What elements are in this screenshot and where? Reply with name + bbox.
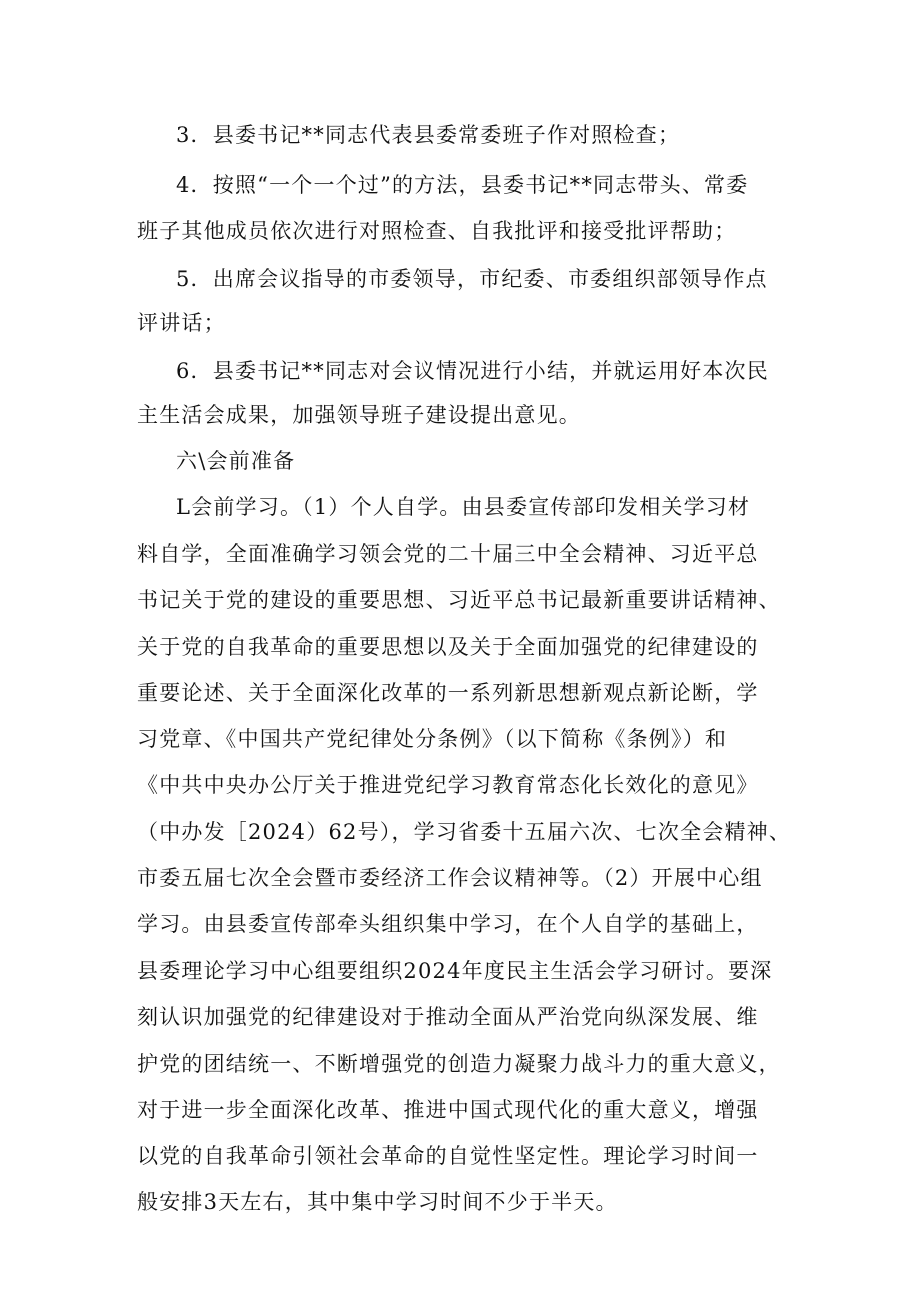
section-heading: 六\会前准备 bbox=[176, 449, 296, 473]
study-line-6: 习党章、《中国共产党纪律处分条例》（以下简称《条例》）和 bbox=[137, 727, 728, 751]
study-line-1: L会前学习。（1）个人自学。由县委宣传部印发相关学习材 bbox=[176, 495, 751, 519]
study-line-13: 护党的团结统一、不断增强党的创造力凝聚力战斗力的重大意义， bbox=[137, 1052, 781, 1076]
study-line-14: 对于进一步全面深化改革、推进中国式现代化的重大意义，增强 bbox=[137, 1098, 759, 1122]
study-line-16: 般安排3天左右，其中集中学习时间不少于半天。 bbox=[137, 1190, 618, 1214]
study-line-3: 书记关于党的建设的重要思想、习近平总书记最新重要讲话精神、 bbox=[137, 588, 781, 612]
study-line-11: 县委理论学习中心组要组织2024年度民主生活会学习研讨。要深 bbox=[137, 959, 773, 983]
item-6-line-2: 主生活会成果，加强领导班子建设提出意见。 bbox=[137, 403, 581, 427]
study-line-5: 重要论述、关于全面深化改革的一系列新思想新观点新论断，学 bbox=[137, 681, 759, 705]
item-3-line-1: 3．县委书记**同志代表县委常委班子作对照检查； bbox=[176, 123, 681, 147]
study-line-4: 关于党的自我革命的重要思想以及关于全面加强党的纪律建设的 bbox=[137, 635, 759, 659]
item-5-line-1: 5．出席会议指导的市委领导，市纪委、市委组织部领导作点 bbox=[176, 267, 768, 291]
study-line-7: 《中共中央办公厅关于推进党纪学习教育常态化长效化的意见》 bbox=[137, 773, 759, 797]
study-line-9: 市委五届七次全会暨市委经济工作会议精神等。（2）开展中心组 bbox=[137, 866, 763, 890]
study-line-15: 以党的自我革命引领社会革命的自觉性坚定性。理论学习时间一 bbox=[137, 1144, 759, 1168]
study-line-8: （中办发［2024）62号），学习省委十五届六次、七次全会精神、 bbox=[137, 820, 792, 844]
study-line-2: 料自学，全面准确学习领会党的二十届三中全会精神、习近平总 bbox=[137, 542, 759, 566]
item-6-line-1: 6．县委书记**同志对会议情况进行小结，并就运用好本次民 bbox=[176, 359, 769, 383]
item-4-line-1: 4．按照“一个一个过”的方法，县委书记**同志带头、常委 bbox=[176, 173, 749, 197]
item-4-line-2: 班子其他成员依次进行对照检查、自我批评和接受批评帮助； bbox=[137, 219, 737, 243]
study-line-12: 刻认识加强党的纪律建设对于推动全面从严治党向纵深发展、维 bbox=[137, 1005, 759, 1029]
study-line-10: 学习。由县委宣传部牵头组织集中学习，在个人自学的基础上， bbox=[137, 912, 759, 936]
item-5-line-2: 评讲话； bbox=[137, 311, 226, 335]
